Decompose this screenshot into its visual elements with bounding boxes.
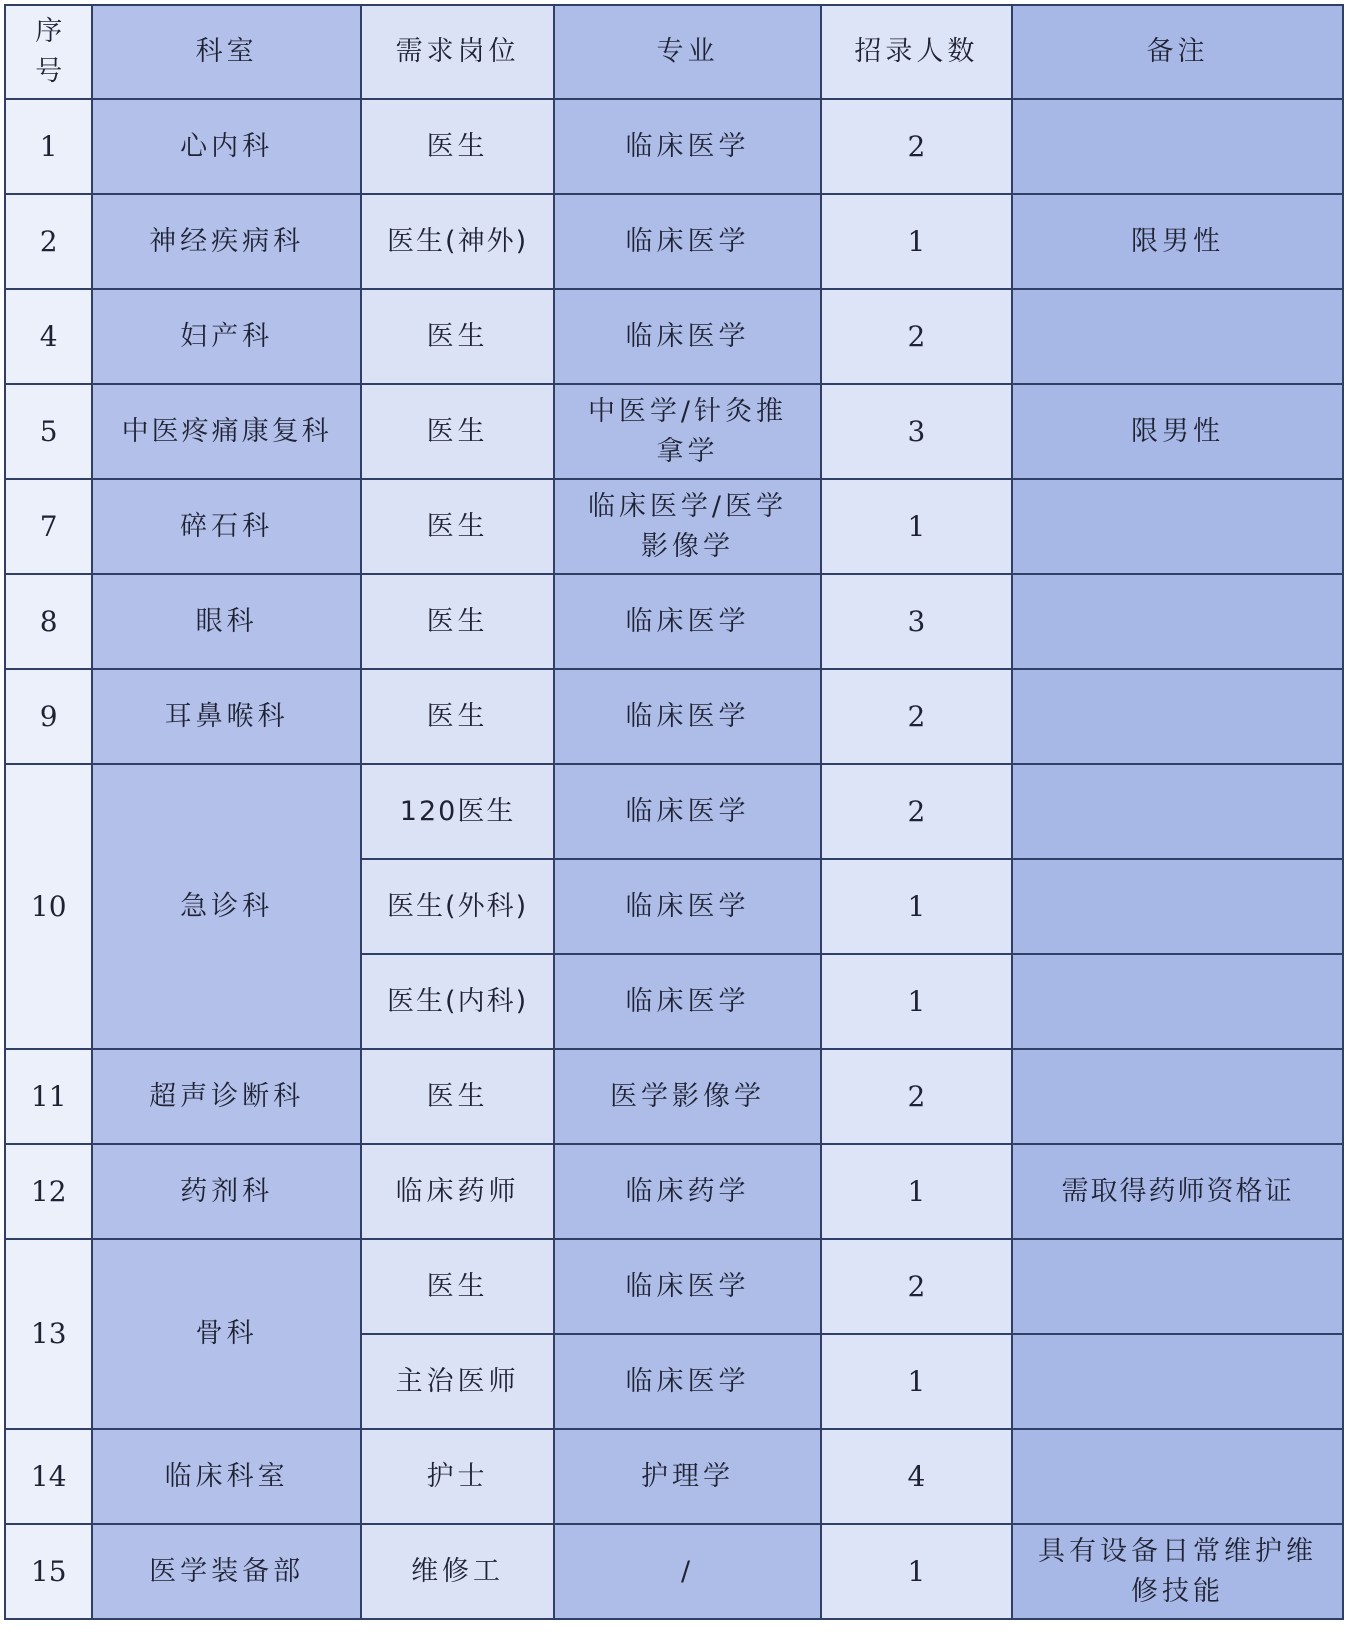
cell-department: 急诊科 — [92, 764, 360, 1049]
header-seq: 序号 — [5, 5, 92, 99]
cell-count: 1 — [821, 1144, 1012, 1239]
recruitment-table-container — [4, 4, 1344, 1620]
cell-position: 临床药师 — [361, 1144, 555, 1239]
cell-seq: 14 — [5, 1429, 92, 1524]
cell-count: 1 — [821, 1524, 1012, 1619]
cell-major: 临床药学 — [554, 1144, 820, 1239]
cell-count: 2 — [821, 764, 1012, 859]
cell-note — [1012, 859, 1343, 954]
cell-count: 2 — [821, 289, 1012, 384]
cell-note — [1012, 1334, 1343, 1429]
cell-department: 耳鼻喉科 — [92, 669, 360, 764]
cell-position: 医生(外科) — [361, 859, 555, 954]
cell-major: 临床医学 — [554, 194, 820, 289]
cell-count: 4 — [821, 1429, 1012, 1524]
table-row — [5, 764, 1343, 859]
cell-department: 医学装备部 — [92, 1524, 360, 1619]
cell-note — [1012, 764, 1343, 859]
cell-position: 主治医师 — [361, 1334, 555, 1429]
table-row — [5, 1524, 1343, 1619]
cell-position: 医生 — [361, 574, 555, 669]
cell-note — [1012, 289, 1343, 384]
cell-major: 临床医学 — [554, 1239, 820, 1334]
cell-count: 3 — [821, 574, 1012, 669]
cell-count: 2 — [821, 669, 1012, 764]
cell-department: 中医疼痛康复科 — [92, 384, 360, 479]
cell-position: 医生(内科) — [361, 954, 555, 1049]
cell-count: 3 — [821, 384, 1012, 479]
cell-position: 医生 — [361, 669, 555, 764]
cell-position: 医生(神外) — [361, 194, 555, 289]
cell-major: 临床医学 — [554, 574, 820, 669]
header-department: 科室 — [92, 5, 360, 99]
cell-major: 临床医学 — [554, 954, 820, 1049]
cell-department: 药剂科 — [92, 1144, 360, 1239]
cell-position: 医生 — [361, 479, 555, 574]
cell-note: 具有设备日常维护维修技能 — [1012, 1524, 1343, 1619]
table-row — [5, 194, 1343, 289]
cell-department: 眼科 — [92, 574, 360, 669]
cell-seq: 2 — [5, 194, 92, 289]
table-row — [5, 1144, 1343, 1239]
cell-department: 临床科室 — [92, 1429, 360, 1524]
cell-count: 1 — [821, 859, 1012, 954]
cell-major: 临床医学 — [554, 859, 820, 954]
cell-seq: 9 — [5, 669, 92, 764]
cell-note — [1012, 479, 1343, 574]
cell-note — [1012, 99, 1343, 194]
cell-count: 2 — [821, 1049, 1012, 1144]
cell-count: 1 — [821, 954, 1012, 1049]
cell-note — [1012, 954, 1343, 1049]
cell-position: 医生 — [361, 384, 555, 479]
cell-note: 需取得药师资格证 — [1012, 1144, 1343, 1239]
cell-note: 限男性 — [1012, 384, 1343, 479]
cell-count: 2 — [821, 99, 1012, 194]
table-row — [5, 99, 1343, 194]
cell-department: 妇产科 — [92, 289, 360, 384]
cell-major: 护理学 — [554, 1429, 820, 1524]
cell-position: 医生 — [361, 99, 555, 194]
cell-department: 骨科 — [92, 1239, 360, 1429]
cell-position: 医生 — [361, 289, 555, 384]
cell-major: 临床医学/医学影像学 — [554, 479, 820, 574]
cell-seq: 10 — [5, 764, 92, 1049]
cell-seq: 1 — [5, 99, 92, 194]
cell-department: 超声诊断科 — [92, 1049, 360, 1144]
header-position: 需求岗位 — [361, 5, 555, 99]
cell-major: 中医学/针灸推拿学 — [554, 384, 820, 479]
cell-count: 2 — [821, 1239, 1012, 1334]
table-row — [5, 384, 1343, 479]
cell-position: 医生 — [361, 1049, 555, 1144]
header-row — [5, 5, 1343, 99]
header-major: 专业 — [554, 5, 820, 99]
header-count: 招录人数 — [821, 5, 1012, 99]
cell-position: 护士 — [361, 1429, 555, 1524]
cell-major: 临床医学 — [554, 764, 820, 859]
cell-major: / — [554, 1524, 820, 1619]
table-row — [5, 1049, 1343, 1144]
cell-seq: 12 — [5, 1144, 92, 1239]
cell-seq: 8 — [5, 574, 92, 669]
cell-major: 临床医学 — [554, 99, 820, 194]
cell-major: 医学影像学 — [554, 1049, 820, 1144]
cell-note — [1012, 1239, 1343, 1334]
cell-seq: 15 — [5, 1524, 92, 1619]
cell-note — [1012, 1429, 1343, 1524]
cell-department: 碎石科 — [92, 479, 360, 574]
cell-position: 维修工 — [361, 1524, 555, 1619]
cell-count: 1 — [821, 479, 1012, 574]
cell-note: 限男性 — [1012, 194, 1343, 289]
cell-note — [1012, 669, 1343, 764]
cell-note — [1012, 574, 1343, 669]
cell-count: 1 — [821, 194, 1012, 289]
cell-major: 临床医学 — [554, 289, 820, 384]
cell-major: 临床医学 — [554, 669, 820, 764]
cell-note — [1012, 1049, 1343, 1144]
cell-seq: 13 — [5, 1239, 92, 1429]
cell-count: 1 — [821, 1334, 1012, 1429]
table-row — [5, 669, 1343, 764]
cell-major: 临床医学 — [554, 1334, 820, 1429]
table-row — [5, 479, 1343, 574]
cell-seq: 4 — [5, 289, 92, 384]
table-row — [5, 1429, 1343, 1524]
recruitment-table — [4, 4, 1344, 1620]
header-note: 备注 — [1012, 5, 1343, 99]
cell-position: 医生 — [361, 1239, 555, 1334]
cell-department: 心内科 — [92, 99, 360, 194]
cell-seq: 11 — [5, 1049, 92, 1144]
cell-department: 神经疾病科 — [92, 194, 360, 289]
table-row — [5, 574, 1343, 669]
table-row — [5, 289, 1343, 384]
table-row — [5, 1239, 1343, 1334]
cell-position: 120医生 — [361, 764, 555, 859]
cell-seq: 7 — [5, 479, 92, 574]
cell-seq: 5 — [5, 384, 92, 479]
